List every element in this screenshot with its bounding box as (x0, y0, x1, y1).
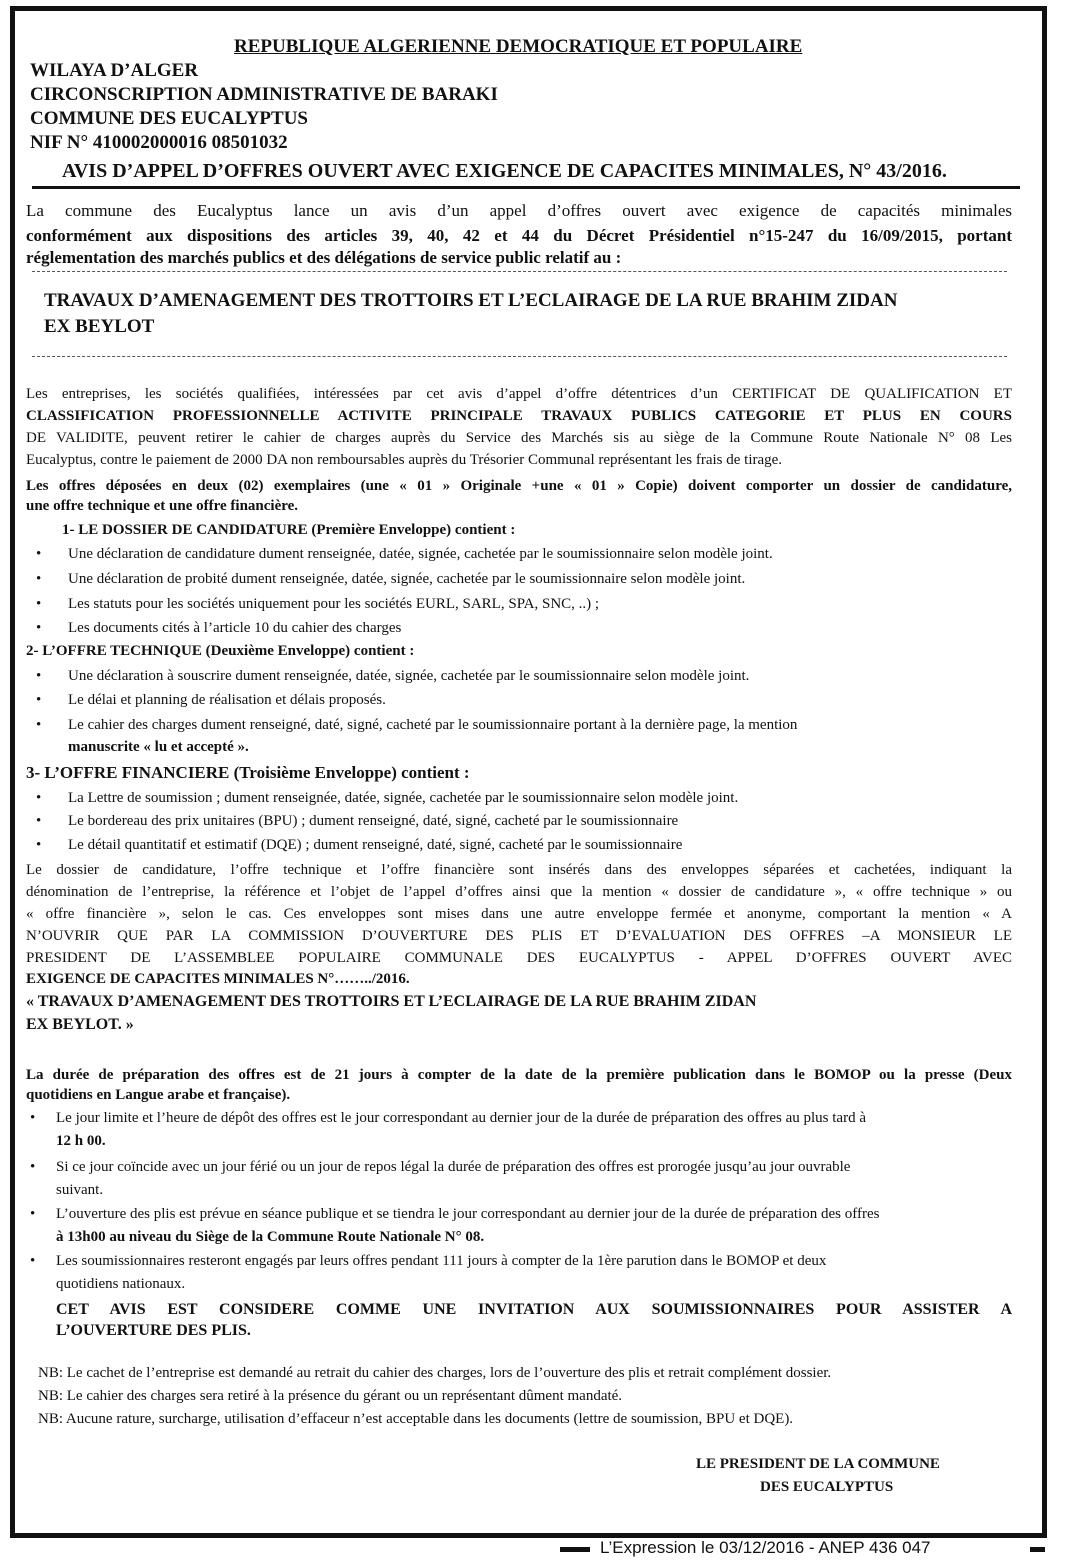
section2-item-continuation: manuscrite « lu et accepté ». (68, 739, 249, 755)
invitation-line-1: CET AVIS EST CONSIDERE COMME UNE INVITATION AUX SOUMISSIONNAIRES POUR ASSISTER A (56, 1301, 1012, 1318)
section1-item: Une déclaration de probité dument renseignée, datée, signée, cachetée par le soumissionnaire selon modèle joint. (68, 571, 746, 587)
note-line: NB: Le cahier des charges sera retiré à la présence du gérant ou un représentant dûment mandaté. (38, 1388, 623, 1404)
section2-item: Une déclaration à souscrire dument renseignée, datée, signée, cachetée par le soumissionnaire selon modèle joint. (68, 668, 750, 684)
intro-line-1: La commune des Eucalyptus lance un avis d’un appel d’offres ouvert avec exigence de capacités minimales (26, 201, 1012, 220)
intro-divider (32, 271, 1007, 272)
invitation-line-2: L’OUVERTURE DES PLIS. (56, 1322, 251, 1339)
envelope-line-4: N’OUVRIR QUE PAR LA COMMISSION D’OUVERTURE DES PLIS ET D’EVALUATION DES OFFRES –A MONSIEUR LE (26, 928, 1012, 944)
footer-bar-right (1030, 1547, 1045, 1552)
bullet-icon: • (36, 620, 42, 636)
footer-bar-left (560, 1547, 590, 1552)
bullet-icon: • (36, 596, 42, 612)
conditions-line-2: CLASSIFICATION PROFESSIONNELLE ACTIVITE PRINCIPALE TRAVAUX PUBLICS CATEGORIE ET PLUS EN COURS (26, 408, 1012, 424)
bullet-icon: • (36, 668, 42, 684)
republic-heading: REPUBLIQUE ALGERIENNE DEMOCRATIQUE ET POPULAIRE (234, 36, 803, 57)
bullet-icon: • (30, 1206, 36, 1222)
conditions-line-4: Eucalyptus, contre le paiement de 2000 DA non remboursables auprès du Trésorier Communal représentant les frais de tirage. (26, 452, 783, 468)
section3-item: Le bordereau des prix unitaires (BPU) ; dument renseigné, daté, signé, cacheté par le soumissionnaire (68, 813, 679, 829)
object-line-2: EX BEYLOT (44, 316, 155, 337)
duree-item-cont: suivant. (56, 1182, 104, 1198)
signature-line-1: LE PRESIDENT DE LA COMMUNE (696, 1456, 940, 1472)
section2-title: 2- L’OFFRE TECHNIQUE (Deuxième Enveloppe) contient : (26, 643, 415, 659)
commune-line: COMMUNE DES EUCALYPTUS (30, 108, 308, 129)
offres-line-1: Les offres déposées en deux (02) exemplaires (une « 01 » Originale +une « 01 » Copie) doivent comporter un dossier de candidature, (26, 478, 1012, 494)
object-divider (32, 356, 1007, 357)
bullet-icon: • (30, 1159, 36, 1175)
note-line: NB: Aucune rature, surcharge, utilisation d’effaceur n’est acceptable dans les documents (lettre de soumission, BPU et DQE). (38, 1411, 794, 1427)
envelope-line-5: PRESIDENT DE L’ASSEMBLEE POPULAIRE COMMUNALE DES EUCALYPTUS - APPEL D’OFFRES OUVERT AVEC (26, 950, 1012, 966)
note-line: NB: Le cachet de l’entreprise est demandé au retrait du cahier des charges, lors de l’ouverture des plis et retrait complément dossier. (38, 1365, 832, 1381)
envelope-line-6: EXIGENCE DE CAPACITES MINIMALES N°……../2016. (26, 971, 410, 987)
duree-line-2: quotidiens en Langue arabe et française). (26, 1087, 291, 1103)
section3-title: 3- L’OFFRE FINANCIERE (Troisième Enveloppe) contient : (26, 763, 470, 782)
offres-line-2: une offre technique et une offre financière. (26, 498, 299, 514)
duree-item-cont: 12 h 00. (56, 1133, 106, 1149)
duree-item: L’ouverture des plis est prévue en séance publique et se tiendra le jour correspondant au dernier jour de la durée de préparation des offres (56, 1206, 880, 1222)
bullet-icon: • (36, 571, 42, 587)
section1-item: Les statuts pour les sociétés uniquement pour les sociétés EURL, SARL, SPA, SNC, ..) ; (68, 596, 600, 612)
section1-item: Les documents cités à l’article 10 du cahier des charges (68, 620, 402, 636)
conditions-line-3: DE VALIDITE, peuvent retirer le cahier de charges auprès du Service des Marchés sis au siège de la Commune Route Nationale N° 08 Les (26, 430, 1012, 446)
duree-item: Les soumissionnaires resteront engagés par leurs offres pendant 111 jours à compter de la 1ère parution dans le BOMOP et deux (56, 1253, 827, 1269)
section2-item: Le cahier des charges dument renseigné, daté, signé, cacheté par le soumissionnaire portant à la dernière page, la mention (68, 717, 798, 733)
section1-item: Une déclaration de candidature dument renseignée, datée, signée, cachetée par le soumissionnaire selon modèle joint. (68, 546, 773, 562)
duree-item: Si ce jour coïncide avec un jour férié ou un jour de repos légal la durée de préparation des offres est prorogée jusqu’au jour ouvrable (56, 1159, 851, 1175)
intro-line-3: réglementation des marchés publics et des délégations de service public relatif au : (26, 248, 622, 267)
publication-footer: L’Expression le 03/12/2016 - ANEP 436 047 (600, 1538, 931, 1557)
bullet-icon: • (36, 717, 42, 733)
envelope-line-3: « offre financière », selon le cas. Ces enveloppes sont mises dans une autre enveloppe fermée et anonyme, comportant la mention « A (26, 906, 1012, 922)
duree-item-cont: quotidiens nationaux. (56, 1276, 186, 1292)
section3-item: La Lettre de soumission ; dument renseignée, datée, signée, cachetée par le soumissionnaire selon modèle joint. (68, 790, 739, 806)
bullet-icon: • (30, 1253, 36, 1269)
bullet-icon: • (36, 790, 42, 806)
title-rule (32, 186, 1020, 189)
wilaya-line: WILAYA D’ALGER (30, 60, 199, 81)
bullet-icon: • (36, 692, 42, 708)
signature-line-2: DES EUCALYPTUS (760, 1479, 894, 1495)
envelope-line-1: Le dossier de candidature, l’offre technique et l’offre financière sont insérés dans des enveloppes séparées et cachetées, indiquant la (26, 862, 1012, 878)
conditions-line-1: Les entreprises, les sociétés qualifiées, intéressées par cet avis d’appel d’offre détentrices d’un CERTIFICAT DE QUALIFICATION ET (26, 386, 1012, 402)
intro-line-2: conformément aux dispositions des articles 39, 40, 42 et 44 du Décret Présidentiel n°15-247 du 16/09/2015, portant (26, 226, 1012, 245)
bullet-icon: • (36, 813, 42, 829)
section3-item: Le détail quantitatif et estimatif (DQE) ; dument renseigné, daté, signé, cacheté par le soumissionnaire (68, 837, 683, 853)
object-line-1: TRAVAUX D’AMENAGEMENT DES TROTTOIRS ET L’ECLAIRAGE DE LA RUE BRAHIM ZIDAN (44, 290, 898, 311)
envelope-object-2: EX BEYLOT. » (26, 1016, 134, 1033)
avis-title: AVIS D’APPEL D’OFFRES OUVERT AVEC EXIGENCE DE CAPACITES MINIMALES, N° 43/2016. (62, 160, 947, 182)
duree-line-1: La durée de préparation des offres est de 21 jours à compter de la date de la première publication dans le BOMOP ou la presse (Deux (26, 1067, 1012, 1083)
section1-title: 1- LE DOSSIER DE CANDIDATURE (Première Enveloppe) contient : (62, 522, 516, 538)
circonscription-line: CIRCONSCRIPTION ADMINISTRATIVE DE BARAKI (30, 84, 498, 105)
bullet-icon: • (36, 837, 42, 853)
envelope-object-1: « TRAVAUX D’AMENAGEMENT DES TROTTOIRS ET L’ECLAIRAGE DE LA RUE BRAHIM ZIDAN (26, 993, 757, 1010)
duree-item-cont: à 13h00 au niveau du Siège de la Commune Route Nationale N° 08. (56, 1229, 485, 1245)
bullet-icon: • (36, 546, 42, 562)
duree-item: Le jour limite et l’heure de dépôt des offres est le jour correspondant au dernier jour de la durée de préparation des offres au plus tard à (56, 1110, 866, 1126)
nif-line: NIF N° 410002000016 08501032 (30, 132, 288, 153)
bullet-icon: • (30, 1110, 36, 1126)
envelope-line-2: dénomination de l’entreprise, la référence et l’objet de l’appel d’offres ainsi que la mention « dossier de candidature », « offre technique » ou (26, 884, 1012, 900)
section2-item: Le délai et planning de réalisation et délais proposés. (68, 692, 386, 708)
